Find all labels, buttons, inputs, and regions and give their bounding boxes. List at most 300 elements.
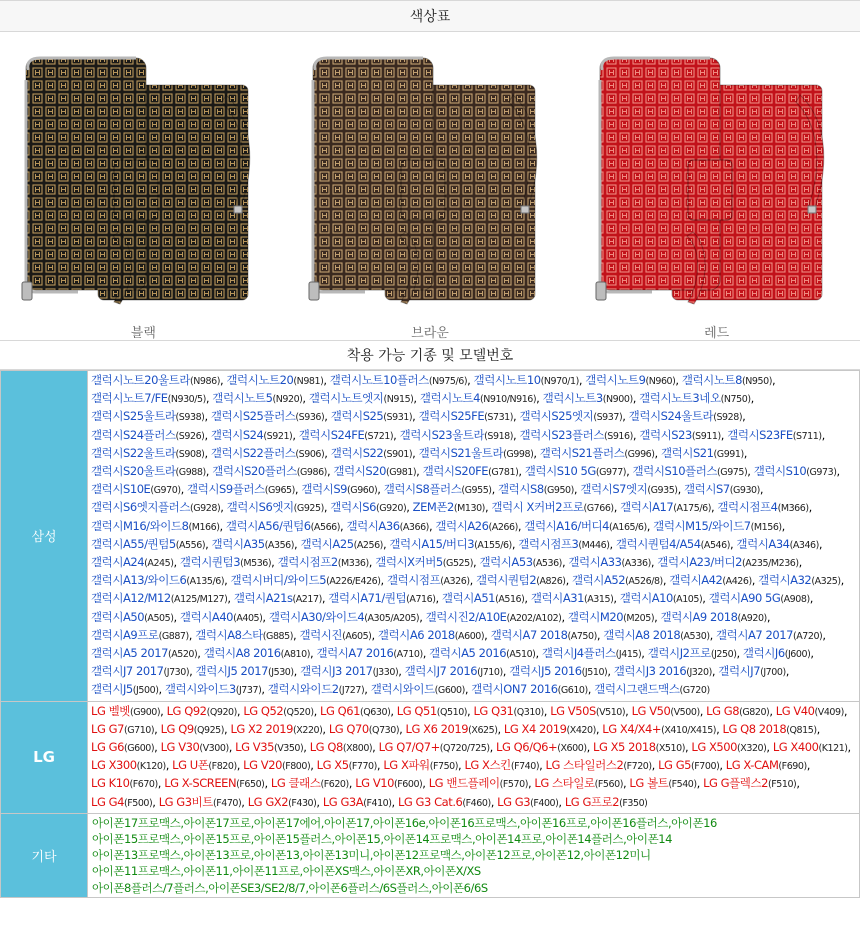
model-code: (G986) [296, 467, 327, 479]
model-code: (Q815) [786, 724, 817, 736]
other-model-line: 아이폰8플러스/7플러스,아이폰SE3/SE2/8/7,아이폰6플러스/6S플러스,아이폰6/6S [92, 880, 488, 895]
model-entry [525, 464, 626, 478]
model-name: 갤럭시S7엣지 [580, 482, 648, 497]
model-name: 갤럭시A30/와이드4 [268, 609, 365, 624]
model-name: 갤럭시노트20 [226, 373, 294, 387]
model-name: LG Q9 [160, 721, 194, 736]
model-code: (A720) [792, 630, 823, 642]
model-name: LG G3비트 [158, 794, 213, 809]
model-code: (N750) [720, 394, 751, 406]
model-name: 갤럭시노트20울트라 [91, 373, 191, 387]
model-name: 갤럭시A7 2017 [716, 627, 793, 642]
model-entry [234, 591, 322, 605]
model-name: LG V30 [160, 740, 200, 755]
model-name: 갤럭시점프 [386, 573, 441, 588]
model-code: (M336) [337, 558, 369, 570]
model-name: 갤럭시S23울트라 [399, 427, 485, 442]
model-entry [703, 776, 796, 790]
model-entry [299, 628, 371, 642]
model-entry [435, 519, 518, 533]
model-name: LG V40 [775, 703, 815, 718]
model-code: (G950) [543, 485, 574, 497]
model-entry [580, 482, 677, 496]
model-entry [476, 573, 566, 587]
model-code: (N981) [293, 376, 324, 387]
model-name: LG X300 [91, 758, 137, 773]
model-name: 갤럭시A17 [620, 500, 674, 515]
model-entry [423, 464, 519, 478]
model-code: (M130) [453, 503, 485, 515]
other-model-line: 아이폰17프로맥스,아이폰17프로,아이폰17에어,아이폰17,아이폰16e,아이폰16프로맥스,아이폰16프로,아이폰16플러스,아이폰16 [92, 815, 717, 830]
model-name: 갤럭시X커버5 [375, 555, 443, 570]
model-entry [565, 795, 648, 809]
model-code: (V500) [670, 706, 700, 718]
model-entry [717, 500, 808, 514]
model-code: (A235/M236) [742, 558, 799, 570]
model-entry [330, 500, 406, 514]
model-name: 갤럭시J5 2017 [195, 664, 269, 679]
model-code: (G977) [595, 467, 627, 479]
zipper-pull [22, 282, 32, 300]
model-code: (A346) [789, 539, 819, 551]
model-code: (A505) [144, 612, 174, 624]
model-entry [754, 464, 837, 478]
model-code: (A336) [621, 558, 651, 570]
model-entry [379, 740, 490, 754]
model-code: (G991) [713, 448, 744, 460]
model-entry [309, 391, 414, 405]
model-code: (A526/8) [625, 576, 663, 588]
model-entry [243, 704, 313, 718]
model-name: LG V50 [631, 703, 671, 718]
model-name: 갤럭시S25엣지 [519, 409, 594, 424]
model-entry [413, 500, 485, 514]
model-code: (S931) [383, 412, 413, 424]
model-entry [519, 409, 622, 423]
model-entry [271, 776, 349, 790]
model-code: (X510) [655, 743, 685, 755]
model-entry [383, 758, 458, 772]
model-name: 갤럭시A35 [211, 536, 265, 551]
model-entry [474, 373, 579, 387]
model-code: (K120) [136, 761, 166, 773]
model-name: 갤럭시진 [299, 627, 343, 642]
model-name: 갤럭시A31 [530, 591, 584, 606]
model-name: LG Q52 [243, 703, 284, 718]
model-code: (G920) [376, 503, 407, 515]
model-code: (S721) [364, 430, 394, 442]
model-name: 갤럭시버디/와이드5 [230, 573, 327, 588]
model-name: 갤럭시노트8 [681, 373, 742, 387]
model-code: (A810) [280, 649, 311, 661]
model-name: LG G5 [658, 758, 692, 773]
model-entry [691, 740, 766, 754]
model-code: (F570) [499, 779, 528, 791]
model-entry [716, 628, 822, 642]
model-entry [211, 446, 324, 460]
model-entry [278, 555, 369, 569]
model-name: 갤럭시점프3 [518, 536, 579, 551]
model-entry [226, 519, 340, 533]
clasp-tab [688, 160, 732, 220]
model-code: (M156) [750, 521, 782, 533]
clasp-tab [401, 160, 445, 220]
model-code: (J530) [268, 667, 294, 679]
model-code: (V350) [273, 743, 304, 755]
model-name: 갤럭시A50 [91, 609, 145, 624]
model-entry [389, 537, 511, 551]
model-entry [180, 610, 263, 624]
model-name: 갤럭시와이드3 [164, 682, 236, 697]
model-entry [212, 464, 327, 478]
model-name: 갤럭시A36 [346, 518, 400, 533]
model-code: (G600) [434, 685, 465, 697]
model-name: 갤럭시S9 [301, 482, 348, 497]
model-code: (J600) [784, 649, 811, 661]
model-name: 갤럭시S20 [333, 464, 386, 479]
model-name: 갤럭시A55/퀀텀5 [91, 536, 176, 551]
model-entry [91, 704, 160, 718]
model-entry [195, 628, 293, 642]
model-entry [540, 446, 655, 460]
model-entry [317, 758, 377, 772]
model-name: 갤럭시S23FE [727, 427, 793, 442]
model-code: (Q520) [283, 706, 314, 718]
model-code: (G973) [806, 467, 837, 479]
model-name: 갤럭시A9 2018 [660, 609, 738, 624]
model-code: (X600) [557, 743, 587, 755]
model-code: (A716) [406, 594, 436, 606]
strap-ring [234, 206, 242, 213]
model-name: 갤럭시노트4 [419, 391, 481, 406]
model-code: (A536) [532, 558, 562, 570]
model-code: (F500) [123, 797, 153, 809]
model-name: ZEM폰2 [412, 500, 454, 515]
model-entry [568, 610, 654, 624]
model-name: LG G프로2 [564, 794, 620, 809]
model-entry [91, 573, 224, 587]
model-code: (S921) [263, 430, 293, 442]
model-code: (A920) [737, 612, 767, 624]
model-entry [301, 482, 377, 496]
model-entry [387, 573, 470, 587]
model-name: 갤럭시S23 [639, 427, 692, 442]
model-entry [91, 409, 204, 423]
model-entry [161, 722, 224, 736]
model-name: LG Q31 [473, 703, 514, 718]
model-code: (N950) [742, 376, 772, 387]
model-entry [593, 740, 685, 754]
model-name: 갤럭시점프4 [717, 500, 778, 515]
model-code: (J737) [235, 685, 262, 697]
model-code: (F600) [393, 779, 423, 791]
model-entry [534, 776, 623, 790]
model-name: LG GX2 [247, 794, 289, 809]
model-entry [498, 482, 574, 496]
model-name: 갤럭시S6엣지 [226, 500, 294, 515]
model-entry [504, 722, 596, 736]
model-entry [426, 610, 562, 624]
model-entry [491, 500, 613, 514]
model-code: (Q310) [513, 706, 544, 718]
model-name: LG X2 2019 [230, 721, 294, 736]
model-name: 갤럭시S25 [330, 409, 384, 424]
model-entry [269, 610, 419, 624]
model-name: 갤럭시S20울트라 [91, 464, 176, 479]
model-entry [211, 428, 292, 442]
model-entry [226, 373, 323, 387]
model-code: (A710) [393, 649, 423, 661]
model-entry [709, 591, 810, 605]
model-entry [91, 391, 206, 405]
color-label: 브라운 [411, 326, 449, 341]
model-entry [355, 776, 422, 790]
model-code: (S906) [295, 448, 325, 460]
model-name: 갤럭시S6엣지플러스 [91, 500, 190, 515]
model-name: LG X400 [772, 740, 819, 755]
model-name: 갤럭시S10E [91, 482, 151, 497]
model-name: LG Q92 [166, 703, 207, 718]
model-code: (J700) [760, 667, 786, 679]
model-code: (A510) [506, 649, 536, 661]
model-code: (G887) [158, 630, 189, 642]
model-entry [479, 555, 562, 569]
model-entry [718, 664, 785, 678]
model-name: 갤럭시S10플러스 [632, 464, 718, 479]
model-entry [471, 682, 588, 696]
model-code: (G781) [488, 467, 519, 479]
model-name: LG G3 [497, 794, 531, 809]
model-code: (G998) [503, 448, 534, 460]
model-name: 갤럭시S7 [684, 482, 730, 497]
model-entry [706, 704, 769, 718]
model-entry [204, 646, 310, 660]
model-name: 갤럭시A16/버디4 [524, 518, 610, 533]
model-name: 갤럭시A13/와이드6 [91, 573, 187, 588]
model-entry [331, 409, 412, 423]
model-entry [420, 391, 536, 405]
model-code: (F670) [129, 779, 158, 791]
model-entry [398, 795, 491, 809]
model-entry [91, 610, 174, 624]
model-code: (F700) [691, 761, 720, 773]
model-name: LG V10 [355, 776, 394, 791]
model-code: (A202/A102) [506, 612, 562, 624]
model-code: (A908) [780, 594, 810, 606]
model-name: 갤럭시M15/와이드7 [653, 518, 751, 533]
model-entry [320, 704, 390, 718]
compatible-models-table [0, 370, 860, 898]
model-name: LG V35 [235, 740, 274, 755]
model-entry [568, 555, 651, 569]
model-entry [658, 758, 719, 772]
brand-row-lg [1, 701, 860, 813]
model-code: (N910/N916) [480, 394, 537, 406]
model-name: LG X스킨 [464, 758, 511, 773]
model-entry [736, 537, 819, 551]
model-entry [187, 482, 295, 496]
model-code: (F690) [778, 761, 807, 773]
model-code: (M366) [777, 503, 809, 515]
model-name: 갤럭시노트3네오 [639, 391, 721, 406]
model-entry [371, 682, 465, 696]
model-code: (N975/6) [428, 376, 468, 387]
model-name: LG K10 [91, 776, 130, 791]
model-entry [91, 646, 197, 660]
model-name: 갤럭시S25FE [418, 409, 485, 424]
model-code: (M166) [188, 521, 220, 533]
model-code: (J330) [372, 667, 399, 679]
model-entry [378, 628, 484, 642]
model-entry [91, 795, 152, 809]
model-name: 갤럭시A71/퀀텀 [328, 591, 407, 606]
model-entry [585, 373, 675, 387]
brand-label: LG [1, 701, 88, 813]
model-entry [167, 704, 237, 718]
model-entry [91, 555, 174, 569]
model-entry [268, 682, 364, 696]
model-code: (G610) [557, 685, 588, 697]
model-name: 갤럭시J5 2016 [509, 664, 582, 679]
model-code: (A226/E426) [326, 576, 381, 588]
model-code: (A326) [440, 576, 470, 588]
model-entry [546, 758, 652, 772]
color-label: 블랙 [130, 326, 156, 341]
model-name: LG V50S [550, 703, 596, 718]
model-name: 갤럭시S21울트라 [418, 445, 504, 460]
model-name: 갤럭시A6 2018 [377, 627, 455, 642]
model-entry [722, 722, 816, 736]
model-code: (F770) [348, 761, 377, 773]
model-entry [653, 519, 782, 533]
model-code: (M536) [240, 558, 272, 570]
model-code: (S711) [792, 430, 822, 442]
model-code: (S911) [691, 430, 721, 442]
model-entry [323, 795, 392, 809]
model-entry [165, 682, 261, 696]
model-name: LG X5 [316, 758, 349, 773]
model-code: (G975) [717, 467, 748, 479]
model-code: (F620) [320, 779, 349, 791]
model-entry [542, 646, 641, 660]
model-name: 갤럭시S6 [330, 500, 376, 515]
model-name: LG G7 [91, 721, 124, 736]
model-code: (A155/6) [474, 539, 512, 551]
model-code: (G766) [583, 503, 614, 515]
model-entry [310, 740, 372, 754]
model-entry [572, 573, 663, 587]
model-code: (N915) [383, 394, 414, 406]
model-name: 갤럭시S22플러스 [210, 445, 296, 460]
model-name: 갤럭시A8 2016 [203, 646, 281, 661]
model-entry [91, 740, 154, 754]
model-entry [726, 758, 807, 772]
model-code: (X220) [293, 724, 323, 736]
model-name: 갤럭시J7 2017 [91, 664, 164, 679]
model-name: LG Q51 [396, 703, 437, 718]
model-code: (A600) [454, 630, 485, 642]
model-name: 갤럭시퀀텀2 [476, 573, 537, 588]
model-entry [629, 409, 742, 423]
model-code: (F410) [363, 797, 392, 809]
model-name: 갤럭시S21 [660, 445, 714, 460]
model-code: (Q510) [436, 706, 468, 718]
model-code: (Q720/725) [439, 743, 490, 755]
model-name: 갤럭시A8스타 [195, 627, 263, 642]
model-entry [91, 428, 204, 442]
model-name: 갤럭시A21s [233, 591, 293, 606]
model-name: 갤럭시노트7/FE [91, 391, 168, 406]
model-code: (F740) [510, 761, 540, 773]
model-name: LG 벨벳 [91, 703, 130, 718]
model-name: 갤럭시S24FE [298, 427, 365, 442]
model-code: (G965) [264, 485, 295, 497]
model-name: 갤럭시S23플러스 [519, 427, 604, 442]
model-name: 갤럭시A25 [300, 536, 354, 551]
model-entry [727, 428, 821, 442]
model-code: (V300) [199, 743, 229, 755]
model-entry [464, 758, 539, 772]
model-code: (J320) [686, 667, 712, 679]
model-name: LG X500 [691, 740, 738, 755]
model-name: 갤럭시A33 [568, 555, 622, 570]
model-entry [329, 722, 399, 736]
model-code: (A266) [488, 521, 518, 533]
model-entry [639, 391, 750, 405]
model-code: (A165/6) [609, 521, 647, 533]
model-name: LG Q6/Q6+ [496, 740, 558, 755]
model-name: 갤럭시S20플러스 [212, 464, 297, 479]
model-name: 갤럭시ON7 2016 [471, 682, 558, 697]
model-name: 갤럭시J7 2016 [404, 664, 478, 679]
model-name: 갤럭시A56/퀀텀6 [225, 518, 311, 533]
model-code: (G960) [347, 485, 378, 497]
model-entry [91, 682, 158, 696]
model-code: (A520) [167, 649, 198, 661]
model-name: 갤럭시S22울트라 [91, 445, 176, 460]
model-code: (X800) [342, 743, 373, 755]
model-entry [91, 482, 181, 496]
model-entry [333, 464, 416, 478]
model-entry [248, 795, 317, 809]
model-name: LG G8 [706, 703, 740, 718]
brand-label: 삼성 [1, 371, 88, 702]
model-entry [524, 519, 646, 533]
model-code: (S937) [593, 412, 623, 424]
brand-row-other [1, 813, 860, 897]
model-entry [91, 519, 220, 533]
model-entry [429, 646, 535, 660]
model-entry [406, 722, 498, 736]
model-code: (S908) [175, 448, 205, 460]
model-entry [632, 704, 700, 718]
model-entry [419, 409, 513, 423]
model-entry [684, 482, 760, 496]
model-name: 갤럭시A32 [758, 573, 812, 588]
model-name: LG X파워 [383, 758, 430, 773]
model-entry [375, 555, 473, 569]
model-code: (G955) [461, 485, 492, 497]
zipper-pull [596, 282, 606, 300]
model-entry [212, 391, 302, 405]
brand-label: 기타 [1, 813, 88, 897]
model-code: (A546) [700, 539, 730, 551]
model-entry [346, 519, 429, 533]
model-entry [91, 758, 166, 772]
model-entry [299, 428, 393, 442]
model-entry [648, 646, 737, 660]
model-entry [543, 391, 633, 405]
